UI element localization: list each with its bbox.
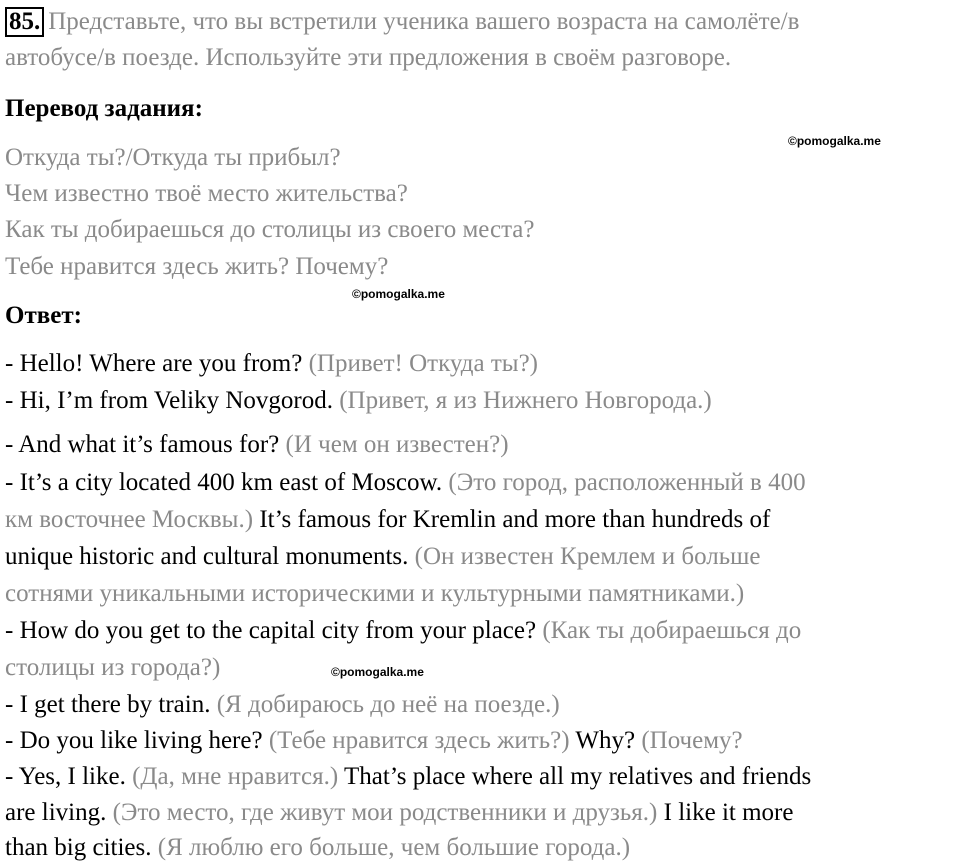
english-text: - Yes, I like. xyxy=(5,763,126,790)
russian-text: (Как ты добираешься до xyxy=(542,617,802,644)
russian-text: (Это город, расположенный в 400 xyxy=(448,469,806,496)
russian-text: км восточнее Москвы.) xyxy=(5,506,254,533)
translation-heading: Перевод задания: xyxy=(5,95,203,122)
watermark: ©pomogalka.me xyxy=(788,134,881,148)
answer-line-1 xyxy=(5,348,538,380)
answer-line-12 xyxy=(5,761,811,793)
answer-line-9: столицы из города?) xyxy=(5,654,221,681)
english-text: are living. xyxy=(5,799,107,826)
answer-line-10 xyxy=(5,689,560,721)
english-text: - And what it’s famous for? xyxy=(5,431,280,458)
translation-line-4: Тебе нравится здесь жить? Почему? xyxy=(5,253,389,280)
russian-text: (Тебе нравится здесь жить?) xyxy=(268,727,570,754)
task-line-1 xyxy=(5,6,799,38)
english-text: - Hi, I’m from Veliky Novgorod. xyxy=(5,387,333,414)
watermark: ©pomogalka.me xyxy=(331,665,424,679)
russian-text: (Я люблю его больше, чем большие города.) xyxy=(157,834,631,861)
answer-line-11 xyxy=(5,725,743,757)
english-text: That’s place where all my relatives and friends xyxy=(344,763,812,790)
answer-line-4 xyxy=(5,467,806,499)
english-text: Why? xyxy=(575,727,636,754)
english-text: unique historic and cultural monuments. xyxy=(5,543,409,570)
task-line-2: автобусе/в поезде. Используйте эти предложения в своём разговоре. xyxy=(5,44,732,71)
russian-text: (Привет! Откуда ты?) xyxy=(308,350,538,377)
english-text: - I get there by train. xyxy=(5,691,211,718)
russian-text: (И чем он известен?) xyxy=(285,431,509,458)
answer-line-8 xyxy=(5,615,801,647)
task-number: 85. xyxy=(5,7,44,37)
russian-text: (Это место, где живут мои родственники и друзья.) xyxy=(112,799,658,826)
translation-line-3: Как ты добираешься до столицы из своего места? xyxy=(5,216,535,243)
english-text: It’s famous for Kremlin and more than hundreds of xyxy=(259,506,771,533)
russian-text: (Я добираюсь до неё на поезде.) xyxy=(216,691,560,718)
english-text: I like it more xyxy=(663,799,794,826)
task-text-1: Представьте, что вы встретили ученика вашего возраста на самолёте/в xyxy=(48,8,800,35)
english-text: - How do you get to the capital city from your place? xyxy=(5,617,537,644)
answer-line-14 xyxy=(5,832,630,864)
russian-text: (Он известен Кремлем и больше xyxy=(414,543,761,570)
russian-text: (Привет, я из Нижнего Новгорода.) xyxy=(339,387,712,414)
english-text: - It’s a city located 400 km east of Moscow. xyxy=(5,469,443,496)
answer-line-3 xyxy=(5,429,509,461)
answer-line-7: сотнями уникальными историческими и культурными памятниками.) xyxy=(5,580,745,607)
translation-line-2: Чем известно твоё место жительства? xyxy=(5,180,408,207)
translation-line-1: Откуда ты?/Откуда ты прибыл? xyxy=(5,144,341,171)
english-text: - Do you like living here? xyxy=(5,727,263,754)
watermark: ©pomogalka.me xyxy=(352,287,445,301)
russian-text: (Да, мне нравится.) xyxy=(132,763,339,790)
answer-line-13 xyxy=(5,797,793,829)
russian-text: (Почему? xyxy=(641,727,743,754)
english-text: than big cities. xyxy=(5,834,152,861)
english-text: - Hello! Where are you from? xyxy=(5,350,303,377)
answer-heading: Ответ: xyxy=(5,302,82,329)
answer-line-5 xyxy=(5,504,770,536)
answer-line-6 xyxy=(5,541,761,573)
answer-line-2 xyxy=(5,385,712,417)
